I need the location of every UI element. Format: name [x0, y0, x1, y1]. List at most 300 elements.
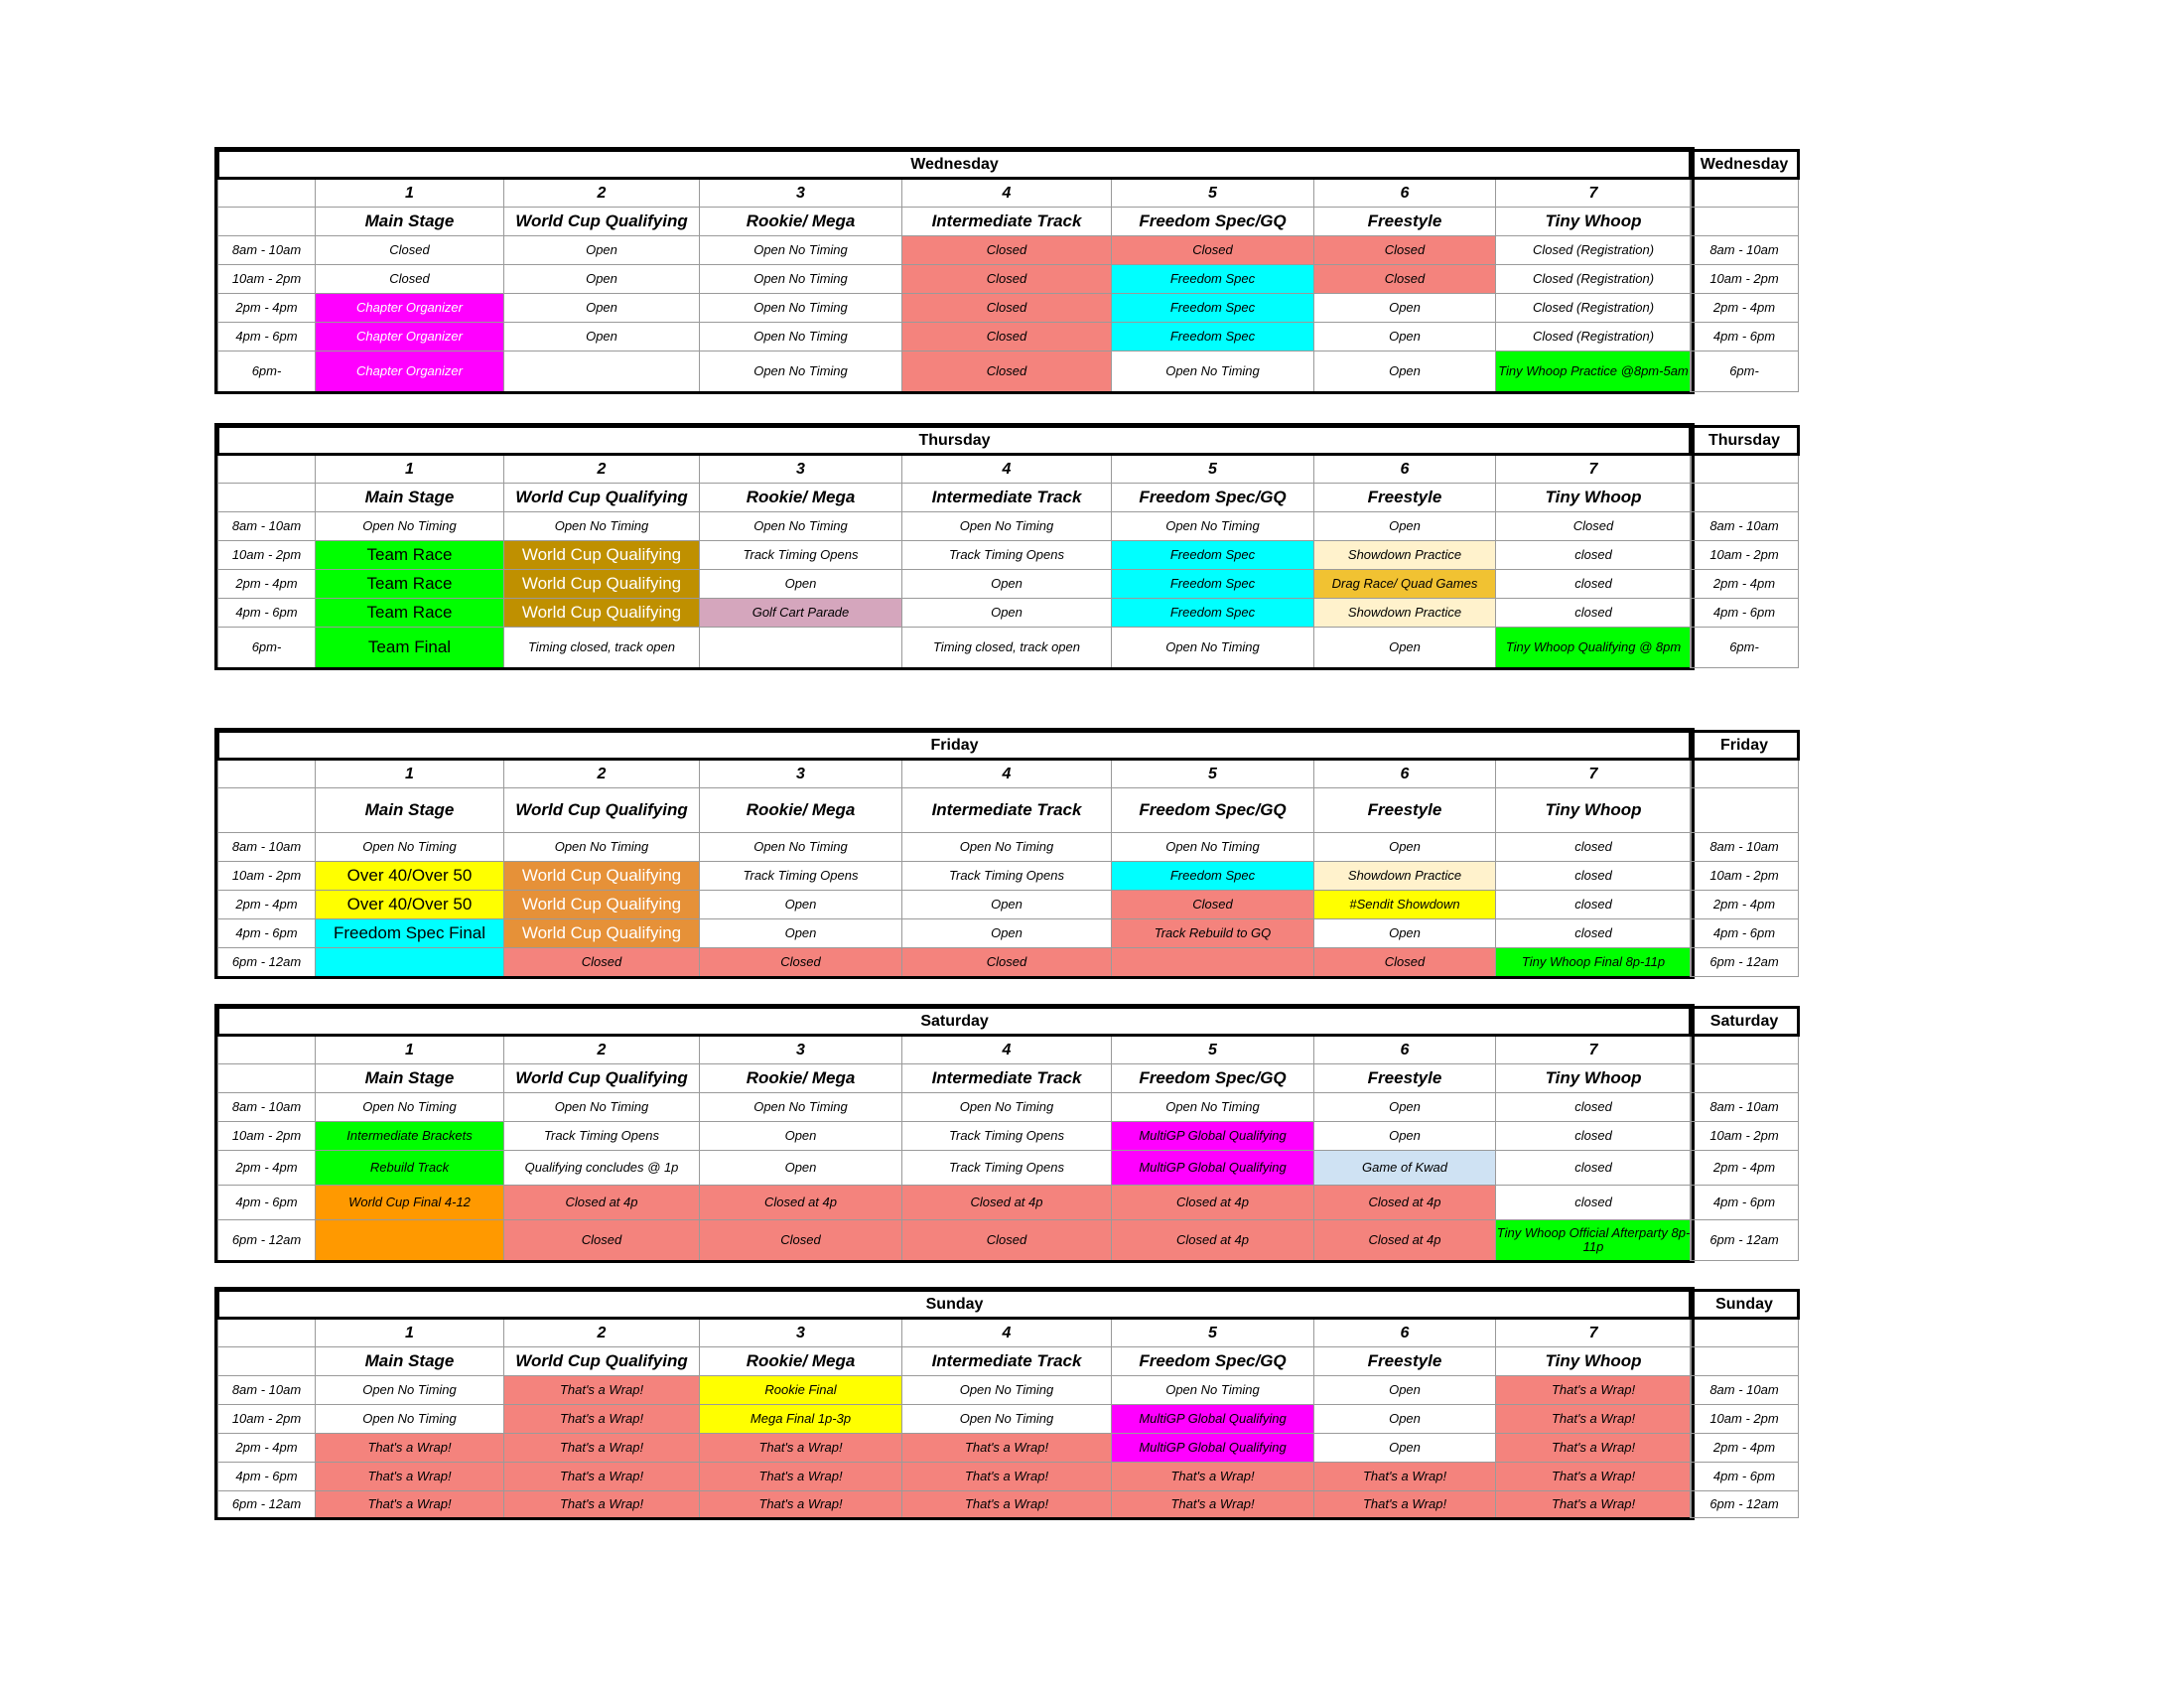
slot-open-no-timing: Open No Timing — [316, 833, 504, 862]
slot-open-no-timing: Open No Timing — [902, 833, 1112, 862]
slot-closed: Closed — [902, 352, 1112, 392]
track-number: 6 — [1314, 1319, 1496, 1347]
slot-track-timing-opens: Track Timing Opens — [902, 541, 1112, 570]
slot-freedom-spec-final: Freedom Spec Final — [316, 919, 504, 948]
slot-open: Open — [902, 891, 1112, 919]
slot-team-race: Team Race — [316, 541, 504, 570]
slot-that-s-a-wrap: That's a Wrap! — [700, 1491, 902, 1518]
track-number: 7 — [1496, 760, 1692, 788]
slot-world-cup-qualifying: World Cup Qualifying — [504, 599, 700, 628]
side-time-slot: 8am - 10am — [1691, 1093, 1799, 1122]
slot-team-final: Team Final — [316, 628, 504, 668]
slot-open: Open — [700, 891, 902, 919]
slot-open-no-timing: Open No Timing — [1112, 833, 1314, 862]
track-name: Main Stage — [316, 1347, 504, 1376]
side-time-slot: 6pm- — [1691, 628, 1799, 668]
track-name: World Cup Qualifying — [504, 484, 700, 512]
slot-open-no-timing: Open No Timing — [1112, 1093, 1314, 1122]
slot-empty — [1112, 948, 1314, 977]
time-slot-row — [218, 352, 1692, 392]
track-number-row — [218, 1036, 1692, 1064]
slot-that-s-a-wrap: That's a Wrap! — [902, 1434, 1112, 1463]
slot-golf-cart-parade: Golf Cart Parade — [700, 599, 902, 628]
track-name: Intermediate Track — [902, 788, 1112, 833]
track-number: 5 — [1112, 760, 1314, 788]
slot-that-s-a-wrap: That's a Wrap! — [504, 1491, 700, 1518]
time-slot: 8am - 10am — [218, 236, 316, 265]
day-title: Sunday — [218, 1291, 1692, 1319]
slot-closed: Closed — [902, 236, 1112, 265]
track-name: Intermediate Track — [902, 208, 1112, 236]
slot-open: Open — [1314, 294, 1496, 323]
slot-open-no-timing: Open No Timing — [1112, 1376, 1314, 1405]
track-name: Freedom Spec/GQ — [1112, 1347, 1314, 1376]
side-time-slot: 8am - 10am — [1691, 236, 1799, 265]
slot-closed-registration: Closed (Registration) — [1496, 265, 1692, 294]
slot-that-s-a-wrap: That's a Wrap! — [1496, 1434, 1692, 1463]
slot-empty — [700, 628, 902, 668]
track-name: Rookie/ Mega — [700, 484, 902, 512]
track-name: Main Stage — [316, 208, 504, 236]
slot-open-no-timing: Open No Timing — [504, 512, 700, 541]
slot-closed: closed — [1496, 1093, 1692, 1122]
track-name: Main Stage — [316, 484, 504, 512]
slot-open: Open — [1314, 919, 1496, 948]
time-slot-row — [218, 512, 1692, 541]
slot-closed: Closed — [902, 265, 1112, 294]
slot-closed-at-4p: Closed at 4p — [504, 1186, 700, 1220]
slot-open: Open — [1314, 833, 1496, 862]
corner-cell — [218, 484, 316, 512]
slot-open: Open — [902, 599, 1112, 628]
time-slot: 2pm - 4pm — [218, 1151, 316, 1186]
track-name: Freedom Spec/GQ — [1112, 208, 1314, 236]
slot-multigp-global-qualifying: MultiGP Global Qualifying — [1112, 1434, 1314, 1463]
slot-open: Open — [700, 919, 902, 948]
day-title: Wednesday — [218, 151, 1692, 179]
side-time-slot: 10am - 2pm — [1691, 265, 1799, 294]
slot-closed-at-4p: Closed at 4p — [902, 1186, 1112, 1220]
track-number: 5 — [1112, 1036, 1314, 1064]
time-slot: 8am - 10am — [218, 1376, 316, 1405]
side-time-slot: 2pm - 4pm — [1691, 570, 1799, 599]
slot-closed: Closed — [902, 323, 1112, 352]
side-time-slot: 8am - 10am — [1691, 833, 1799, 862]
track-name-row — [218, 1347, 1692, 1376]
slot-closed-registration: Closed (Registration) — [1496, 323, 1692, 352]
track-number: 6 — [1314, 1036, 1496, 1064]
slot-closed: closed — [1496, 541, 1692, 570]
track-name: World Cup Qualifying — [504, 1064, 700, 1093]
track-name: Tiny Whoop — [1496, 788, 1692, 833]
time-slot: 10am - 2pm — [218, 862, 316, 891]
track-name: World Cup Qualifying — [504, 788, 700, 833]
side-time-slot: 2pm - 4pm — [1691, 1434, 1799, 1463]
track-number: 7 — [1496, 1036, 1692, 1064]
track-number: 2 — [504, 179, 700, 208]
slot-open-no-timing: Open No Timing — [316, 512, 504, 541]
slot-multigp-global-qualifying: MultiGP Global Qualifying — [1112, 1122, 1314, 1151]
slot-that-s-a-wrap: That's a Wrap! — [700, 1463, 902, 1491]
time-slot: 8am - 10am — [218, 833, 316, 862]
time-slot-row — [218, 265, 1692, 294]
side-time-slot: 4pm - 6pm — [1691, 1463, 1799, 1491]
slot-that-s-a-wrap: That's a Wrap! — [1112, 1463, 1314, 1491]
track-name: Freestyle — [1314, 788, 1496, 833]
slot-closed: Closed — [316, 265, 504, 294]
day-header-row — [218, 427, 1692, 455]
slot-open-no-timing: Open No Timing — [1112, 628, 1314, 668]
slot-intermediate-brackets: Intermediate Brackets — [316, 1122, 504, 1151]
track-number: 6 — [1314, 760, 1496, 788]
slot-world-cup-qualifying: World Cup Qualifying — [504, 570, 700, 599]
track-name: World Cup Qualifying — [504, 1347, 700, 1376]
corner-cell — [218, 760, 316, 788]
slot-closed: Closed — [1314, 948, 1496, 977]
slot-open: Open — [504, 294, 700, 323]
slot-open-no-timing: Open No Timing — [700, 265, 902, 294]
track-name: Intermediate Track — [902, 1347, 1112, 1376]
track-number: 2 — [504, 455, 700, 484]
side-blank-cell — [1691, 760, 1799, 788]
slot-closed: Closed — [902, 1220, 1112, 1261]
track-name: Freedom Spec/GQ — [1112, 484, 1314, 512]
day-side-table — [1689, 730, 1800, 977]
track-number: 4 — [902, 179, 1112, 208]
slot-over-40-over-50: Over 40/Over 50 — [316, 891, 504, 919]
track-number: 3 — [700, 455, 902, 484]
side-day-title: Saturday — [1691, 1008, 1799, 1036]
track-name: Main Stage — [316, 788, 504, 833]
track-number: 7 — [1496, 1319, 1692, 1347]
slot-open: Open — [902, 570, 1112, 599]
slot-open-no-timing: Open No Timing — [700, 1093, 902, 1122]
slot-track-timing-opens: Track Timing Opens — [902, 1151, 1112, 1186]
corner-cell — [218, 788, 316, 833]
time-slot: 2pm - 4pm — [218, 570, 316, 599]
slot-freedom-spec: Freedom Spec — [1112, 599, 1314, 628]
time-slot-row — [218, 628, 1692, 668]
time-slot-row — [218, 1220, 1692, 1261]
slot-open-no-timing: Open No Timing — [700, 294, 902, 323]
track-name-row — [218, 788, 1692, 833]
track-name: Rookie/ Mega — [700, 788, 902, 833]
track-number: 7 — [1496, 455, 1692, 484]
slot-chapter-organizer: Chapter Organizer — [316, 294, 504, 323]
slot-open: Open — [1314, 1093, 1496, 1122]
slot-open-no-timing: Open No Timing — [504, 1093, 700, 1122]
schedule-table — [216, 1289, 1693, 1518]
track-name-row — [218, 208, 1692, 236]
slot-that-s-a-wrap: That's a Wrap! — [504, 1376, 700, 1405]
slot-open: Open — [1314, 1376, 1496, 1405]
slot-timing-closed-track-open: Timing closed, track open — [902, 628, 1112, 668]
slot-open-no-timing: Open No Timing — [700, 323, 902, 352]
side-time-slot: 2pm - 4pm — [1691, 1151, 1799, 1186]
track-number: 1 — [316, 455, 504, 484]
slot-open-no-timing: Open No Timing — [700, 512, 902, 541]
slot-that-s-a-wrap: That's a Wrap! — [1496, 1491, 1692, 1518]
time-slot: 2pm - 4pm — [218, 294, 316, 323]
track-number: 1 — [316, 760, 504, 788]
time-slot: 4pm - 6pm — [218, 323, 316, 352]
slot-closed: closed — [1496, 599, 1692, 628]
side-time-slot: 10am - 2pm — [1691, 1405, 1799, 1434]
slot-that-s-a-wrap: That's a Wrap! — [1496, 1376, 1692, 1405]
day-side-table — [1689, 425, 1800, 668]
slot-closed: Closed — [1314, 236, 1496, 265]
track-number: 5 — [1112, 179, 1314, 208]
track-number-row — [218, 1319, 1692, 1347]
side-time-slot: 10am - 2pm — [1691, 862, 1799, 891]
slot-that-s-a-wrap: That's a Wrap! — [504, 1434, 700, 1463]
day-side-table — [1689, 149, 1800, 392]
time-slot-row — [218, 323, 1692, 352]
track-name: Freestyle — [1314, 1347, 1496, 1376]
time-slot: 8am - 10am — [218, 1093, 316, 1122]
side-time-slot: 4pm - 6pm — [1691, 1186, 1799, 1220]
slot-empty — [316, 1220, 504, 1261]
slot-open-no-timing: Open No Timing — [700, 236, 902, 265]
slot-closed: Closed — [902, 948, 1112, 977]
slot-that-s-a-wrap: That's a Wrap! — [1314, 1491, 1496, 1518]
schedule-table — [216, 425, 1693, 668]
track-number: 5 — [1112, 455, 1314, 484]
time-slot: 10am - 2pm — [218, 541, 316, 570]
slot-freedom-spec: Freedom Spec — [1112, 294, 1314, 323]
time-slot-row — [218, 599, 1692, 628]
side-time-slot: 8am - 10am — [1691, 512, 1799, 541]
slot-rookie-final: Rookie Final — [700, 1376, 902, 1405]
side-time-slot: 6pm - 12am — [1691, 1491, 1799, 1518]
slot-that-s-a-wrap: That's a Wrap! — [1496, 1463, 1692, 1491]
slot-that-s-a-wrap: That's a Wrap! — [700, 1434, 902, 1463]
track-number: 4 — [902, 760, 1112, 788]
time-slot-row — [218, 891, 1692, 919]
time-slot-row — [218, 236, 1692, 265]
slot-closed: closed — [1496, 1122, 1692, 1151]
corner-cell — [218, 1036, 316, 1064]
slot-open-no-timing: Open No Timing — [316, 1376, 504, 1405]
track-name: Freestyle — [1314, 1064, 1496, 1093]
track-name: Rookie/ Mega — [700, 1347, 902, 1376]
time-slot: 6pm- — [218, 628, 316, 668]
time-slot: 4pm - 6pm — [218, 599, 316, 628]
slot-closed: Closed — [504, 948, 700, 977]
slot-freedom-spec: Freedom Spec — [1112, 570, 1314, 599]
slot-that-s-a-wrap: That's a Wrap! — [902, 1463, 1112, 1491]
time-slot: 4pm - 6pm — [218, 919, 316, 948]
slot-multigp-global-qualifying: MultiGP Global Qualifying — [1112, 1405, 1314, 1434]
slot-closed-registration: Closed (Registration) — [1496, 294, 1692, 323]
slot-showdown-practice: Showdown Practice — [1314, 541, 1496, 570]
slot-closed-at-4p: Closed at 4p — [1112, 1186, 1314, 1220]
track-number: 4 — [902, 1319, 1112, 1347]
time-slot-row — [218, 294, 1692, 323]
slot-showdown-practice: Showdown Practice — [1314, 599, 1496, 628]
day-title: Saturday — [218, 1008, 1692, 1036]
slot-open: Open — [1314, 1434, 1496, 1463]
track-name: Rookie/ Mega — [700, 1064, 902, 1093]
track-number: 6 — [1314, 179, 1496, 208]
slot-that-s-a-wrap: That's a Wrap! — [1496, 1405, 1692, 1434]
slot-closed: closed — [1496, 1151, 1692, 1186]
corner-cell — [218, 179, 316, 208]
side-time-slot: 4pm - 6pm — [1691, 599, 1799, 628]
day-header-row — [218, 732, 1692, 760]
track-name: Intermediate Track — [902, 1064, 1112, 1093]
slot-closed-at-4p: Closed at 4p — [1112, 1220, 1314, 1261]
track-number: 3 — [700, 1036, 902, 1064]
slot-closed: Closed — [902, 294, 1112, 323]
slot-closed: closed — [1496, 919, 1692, 948]
track-number: 2 — [504, 1036, 700, 1064]
slot-closed: Closed — [1112, 236, 1314, 265]
corner-cell — [218, 208, 316, 236]
side-time-slot: 10am - 2pm — [1691, 1122, 1799, 1151]
schedule-table — [216, 1006, 1693, 1261]
side-blank-cell — [1691, 1064, 1799, 1093]
slot-multigp-global-qualifying: MultiGP Global Qualifying — [1112, 1151, 1314, 1186]
side-blank-cell — [1691, 484, 1799, 512]
slot-that-s-a-wrap: That's a Wrap! — [504, 1463, 700, 1491]
track-number-row — [218, 179, 1692, 208]
slot-closed: Closed — [316, 236, 504, 265]
slot-that-s-a-wrap: That's a Wrap! — [1112, 1491, 1314, 1518]
slot-open: Open — [504, 236, 700, 265]
slot-closed: closed — [1496, 891, 1692, 919]
slot-open-no-timing: Open No Timing — [1112, 352, 1314, 392]
track-name: Tiny Whoop — [1496, 208, 1692, 236]
slot-world-cup-qualifying: World Cup Qualifying — [504, 919, 700, 948]
slot-closed-at-4p: Closed at 4p — [700, 1186, 902, 1220]
time-slot: 4pm - 6pm — [218, 1463, 316, 1491]
slot-closed: Closed — [504, 1220, 700, 1261]
slot-closed: Closed — [1496, 512, 1692, 541]
slot-open-no-timing: Open No Timing — [316, 1405, 504, 1434]
track-number: 1 — [316, 1319, 504, 1347]
slot-that-s-a-wrap: That's a Wrap! — [316, 1491, 504, 1518]
corner-cell — [218, 1064, 316, 1093]
slot-that-s-a-wrap: That's a Wrap! — [316, 1434, 504, 1463]
time-slot-row — [218, 919, 1692, 948]
time-slot: 6pm - 12am — [218, 1491, 316, 1518]
time-slot-row — [218, 948, 1692, 977]
side-day-title: Friday — [1691, 732, 1799, 760]
slot-closed: Closed — [1112, 891, 1314, 919]
slot-tiny-whoop-practice-8pm-5am: Tiny Whoop Practice @8pm-5am — [1496, 352, 1692, 392]
track-name-row — [218, 484, 1692, 512]
slot-open-no-timing: Open No Timing — [902, 1376, 1112, 1405]
day-side-table — [1689, 1289, 1800, 1518]
slot-qualifying-concludes-1p: Qualifying concludes @ 1p — [504, 1151, 700, 1186]
slot-track-timing-opens: Track Timing Opens — [902, 862, 1112, 891]
track-number: 3 — [700, 179, 902, 208]
time-slot-row — [218, 1491, 1692, 1518]
slot-empty — [504, 352, 700, 392]
slot-track-timing-opens: Track Timing Opens — [700, 541, 902, 570]
side-day-title: Sunday — [1691, 1291, 1799, 1319]
slot-tiny-whoop-final-8p-11p: Tiny Whoop Final 8p-11p — [1496, 948, 1692, 977]
slot-over-40-over-50: Over 40/Over 50 — [316, 862, 504, 891]
side-time-slot: 4pm - 6pm — [1691, 323, 1799, 352]
slot-open-no-timing: Open No Timing — [902, 1405, 1112, 1434]
time-slot-row — [218, 1093, 1692, 1122]
time-slot: 6pm - 12am — [218, 948, 316, 977]
slot-closed: closed — [1496, 833, 1692, 862]
track-name: Freestyle — [1314, 484, 1496, 512]
track-number: 2 — [504, 760, 700, 788]
track-name: Freedom Spec/GQ — [1112, 788, 1314, 833]
time-slot-row — [218, 1122, 1692, 1151]
slot-showdown-practice: Showdown Practice — [1314, 862, 1496, 891]
side-blank-cell — [1691, 455, 1799, 484]
slot-track-timing-opens: Track Timing Opens — [504, 1122, 700, 1151]
slot-chapter-organizer: Chapter Organizer — [316, 323, 504, 352]
slot-open: Open — [700, 1122, 902, 1151]
slot-open-no-timing: Open No Timing — [504, 833, 700, 862]
track-number-row — [218, 455, 1692, 484]
slot-closed: Closed — [1314, 265, 1496, 294]
slot-open: Open — [1314, 628, 1496, 668]
slot-open: Open — [1314, 512, 1496, 541]
slot-closed: Closed — [700, 948, 902, 977]
day-title: Thursday — [218, 427, 1692, 455]
side-time-slot: 2pm - 4pm — [1691, 891, 1799, 919]
time-slot-row — [218, 1376, 1692, 1405]
schedule-table — [216, 149, 1693, 392]
slot-open: Open — [902, 919, 1112, 948]
track-number: 6 — [1314, 455, 1496, 484]
track-number: 7 — [1496, 179, 1692, 208]
side-time-slot: 8am - 10am — [1691, 1376, 1799, 1405]
slot-open: Open — [504, 265, 700, 294]
side-blank-cell — [1691, 1347, 1799, 1376]
slot-closed: closed — [1496, 1186, 1692, 1220]
track-name: Freestyle — [1314, 208, 1496, 236]
slot-closed-at-4p: Closed at 4p — [1314, 1186, 1496, 1220]
side-time-slot: 6pm - 12am — [1691, 1220, 1799, 1261]
slot-world-cup-qualifying: World Cup Qualifying — [504, 862, 700, 891]
track-number-row — [218, 760, 1692, 788]
time-slot: 8am - 10am — [218, 512, 316, 541]
slot-open: Open — [1314, 1122, 1496, 1151]
slot-closed-registration: Closed (Registration) — [1496, 236, 1692, 265]
time-slot: 6pm - 12am — [218, 1220, 316, 1261]
side-blank-cell — [1691, 1036, 1799, 1064]
track-name: Tiny Whoop — [1496, 1347, 1692, 1376]
slot-world-cup-qualifying: World Cup Qualifying — [504, 891, 700, 919]
time-slot-row — [218, 1463, 1692, 1491]
time-slot-row — [218, 1151, 1692, 1186]
side-blank-cell — [1691, 179, 1799, 208]
slot-tiny-whoop-official-afterparty-8p-11p: Tiny Whoop Official Afterparty 8p-11p — [1496, 1220, 1692, 1261]
slot-closed: Closed — [700, 1220, 902, 1261]
slot-sendit-showdown: #Sendit Showdown — [1314, 891, 1496, 919]
slot-that-s-a-wrap: That's a Wrap! — [1314, 1463, 1496, 1491]
slot-that-s-a-wrap: That's a Wrap! — [504, 1405, 700, 1434]
slot-rebuild-track: Rebuild Track — [316, 1151, 504, 1186]
time-slot-row — [218, 862, 1692, 891]
slot-open: Open — [504, 323, 700, 352]
track-name: Rookie/ Mega — [700, 208, 902, 236]
track-number: 5 — [1112, 1319, 1314, 1347]
corner-cell — [218, 1347, 316, 1376]
time-slot-row — [218, 833, 1692, 862]
slot-chapter-organizer: Chapter Organizer — [316, 352, 504, 392]
time-slot: 2pm - 4pm — [218, 891, 316, 919]
track-number: 1 — [316, 1036, 504, 1064]
